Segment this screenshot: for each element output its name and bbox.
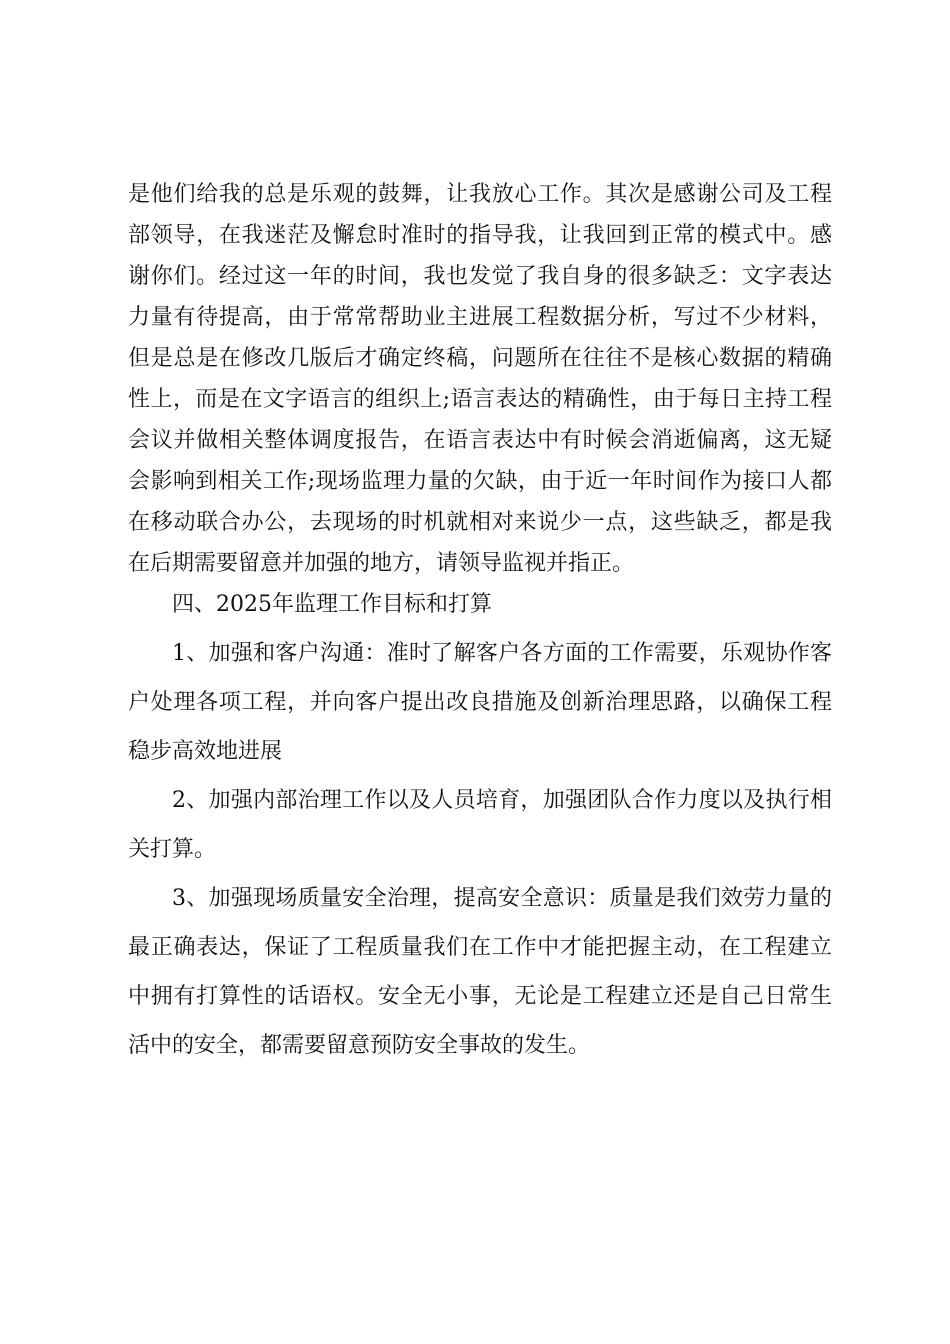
list-item-line: 活中的安全，都需要留意预防安全事故的发生。 [128,1033,591,1058]
list-item-line: 中拥有打算性的话语权。安全无小事，无论是工程建立还是自己日常生 [128,984,832,1009]
list-item-line: 户处理各项工程，并向客户提出改良措施及创新治理思路，以确保工程 [128,690,832,715]
paragraph-line: 在移动联合办公，去现场的时机就相对来说少一点，这些缺乏，都是我 [128,510,832,535]
paragraph-line: 力量有待提高，由于常常帮助业主进展工程数据分析，写过不少材料， [128,305,832,330]
list-item-line: 3、加强现场质量安全治理，提高安全意识：质量是我们效劳力量的 [172,886,832,911]
paragraph-line: 会影响到相关工作;现场监理力量的欠缺，由于近一年时间作为接口人都 [128,469,832,494]
paragraph-line: 性上，而是在文字语言的组织上;语言表达的精确性，由于每日主持工程 [128,387,832,412]
paragraph-line: 在后期需要留意并加强的地方，请领导监视并指正。 [128,551,635,576]
list-item-line: 1、加强和客户沟通：准时了解客户各方面的工作需要，乐观协作客 [172,641,832,666]
paragraph-line: 会议并做相关整体调度报告，在语言表达中有时候会消逝偏离，这无疑 [128,428,832,453]
list-item-line: 最正确表达，保证了工程质量我们在工作中才能把握主动，在工程建立 [128,935,832,960]
section-heading: 四、2025年监理工作目标和打算 [172,592,492,617]
list-item-line: 2、加强内部治理工作以及人员培育，加强团队合作力度以及执行相 [172,788,832,813]
list-item-line: 稳步高效地进展 [128,739,283,764]
paragraph-line: 是他们给我的总是乐观的鼓舞，让我放心工作。其次是感谢公司及工程 [128,182,832,207]
paragraph-line: 但是总是在修改几版后才确定终稿，问题所在往往不是核心数据的精确 [128,346,832,371]
paragraph-line: 谢你们。经过这一年的时间，我也发觉了我自身的很多缺乏：文字表达 [128,264,832,289]
paragraph-line: 部领导，在我迷茫及懈怠时准时的指导我，让我回到正常的模式中。感 [128,223,832,248]
list-item-line: 关打算。 [128,837,217,862]
